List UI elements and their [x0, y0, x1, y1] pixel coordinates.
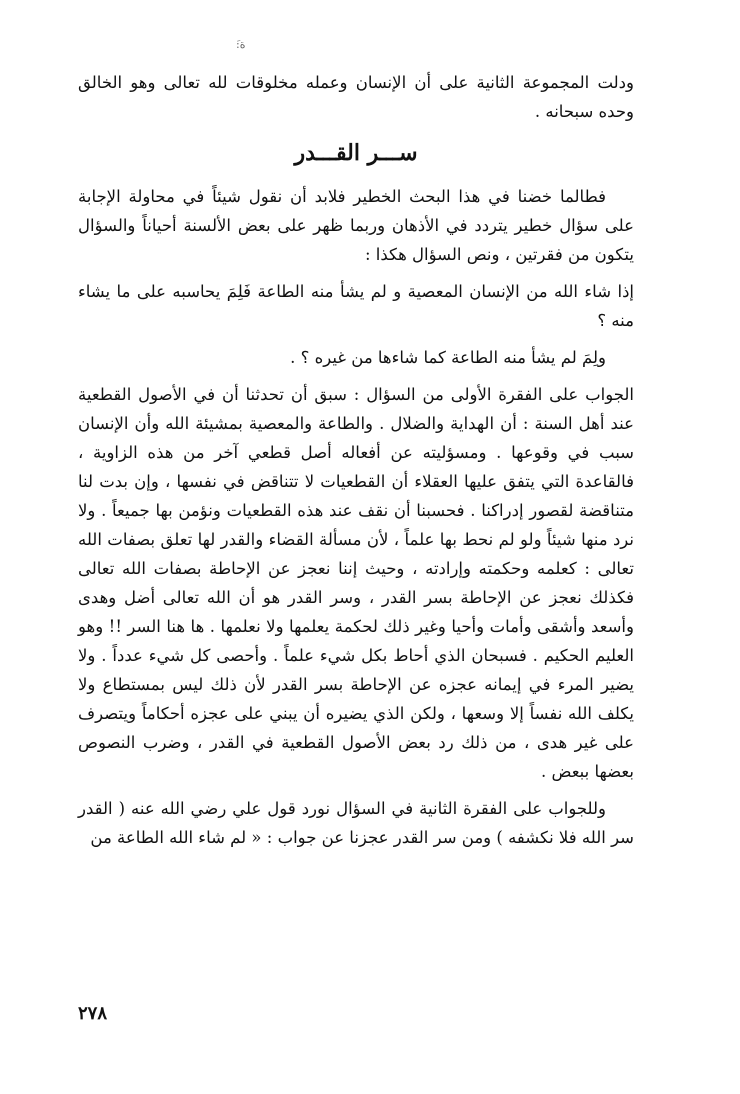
section-heading: ســـر القـــدر	[294, 140, 418, 166]
paragraph-3: وللجواب على الفقرة الثانية في السؤال نورد قول علي رضي الله عنه ( القدر سر الله فلا نكشفه ) ومن سر القدر عجزنا عن جواب : « لم شاء الله الطاعة من	[78, 799, 634, 847]
scan-mark: َ:ة	[236, 38, 246, 51]
page-number: ٢٧٨	[78, 1003, 108, 1024]
paragraph-1: فطالما خضنا في هذا البحث الخطير فلابد أن نقول شيئاً في محاولة الإجابة على سؤال خطير يتردد في الأذهان وربما ظهر على بعض الألسنة أحياناً والسؤال يتكون من فقرتين ، ونص السؤال هكذا :	[78, 187, 634, 264]
paragraph-2: الجواب على الفقرة الأولى من السؤال : سبق أن تحدثنا أن في الأصول القطعية عند أهل السنة : أن الهداية والضلال . والطاعة والمعصية بمشيئة الله وأن الإنسان سبب في وقوعها . ومسؤليته عن أفعاله أصل قطعي آخر من هذه الزاوية ، فالقاعدة التي يتفق عليها العقلاء أن القطعيات لا تتناقض في نفسها ، وإن بدت لنا متناقضة لقصور إدراكنا . فحسبنا أن نقف عند هذه القطعيات ونؤمن بها جميعاً . ولا نرد منها شيئاً ولو لم نحط بها علماً ، لأن مسألة القضاء والقدر لها تعلق بصفات الله تعالى : كعلمه وحكمته وإرادته ، وحيث إننا نعجز عن الإحاطة بصفات الله تعالى فكذلك نعجز عن الإحاطة بسر القدر ، وسر القدر هو أن الله تعالى أضل وهدى وأسعد وأشقى وأمات وأحيا وغير ذلك لحكمة يعلمها ولا نعلمها . ها هنا السر !! وهو العليم الحكيم . فسبحان الذي أحاط بكل شيء علماً . وأحصى كل شيء عدداً . ولا يضير المرء في إيمانه عجزه عن الإحاطة بسر القدر لأن ذلك ليس بمستطاع ولا يكلف الله نفساً إلا وسعها ، ولكن الذي يضيره أن يبني على عجزه أحكاماً ويتصرف على غير هدى ، من ذلك رد بعض الأصول القطعية في القدر ، وضرب النصوص بعضها ببعض .	[78, 385, 635, 781]
paragraph-intro: ودلت المجموعة الثانية على أن الإنسان وعمله مخلوقات لله تعالى وهو الخالق وحده سبحانه .	[78, 73, 634, 121]
question-2: ولِمَ لم يشأ منه الطاعة كما شاءها من غيره ؟ .	[290, 348, 606, 367]
text-column	[78, 68, 634, 852]
question-1: إذا شاء الله من الإنسان المعصية و لم يشأ منه الطاعة فَلِمَ يحاسبه على ما يشاء منه ؟	[78, 282, 634, 330]
